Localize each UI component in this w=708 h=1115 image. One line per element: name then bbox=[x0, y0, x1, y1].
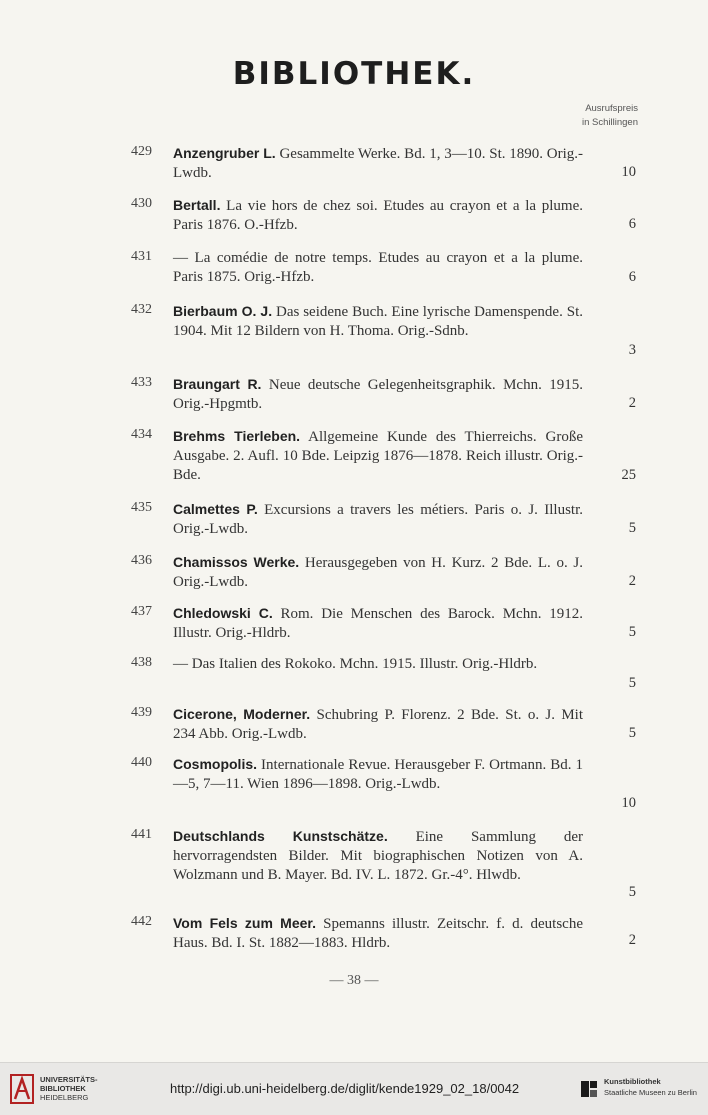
entry-price: 6 bbox=[628, 216, 636, 232]
university-line-3: HEIDELBERG bbox=[40, 1093, 89, 1102]
university-library-logo-icon[interactable] bbox=[10, 1071, 36, 1107]
page-title: BIBLIOTHEK. bbox=[232, 56, 476, 92]
entry-price: 2 bbox=[628, 395, 636, 411]
entry-number: 430 bbox=[131, 196, 152, 211]
entry-description: Das seidene Buch. Eine lyrische Damenspende. St. 1904. Mit 12 Bildern von H. Thoma. Orig.-Sdnb. bbox=[173, 304, 583, 339]
entry-description: Rom. Die Menschen des Barock. Mchn. 1912. Illustr. Orig.-Hldrb. bbox=[173, 606, 583, 641]
entry-number: 442 bbox=[131, 914, 152, 929]
entry-price: 3 bbox=[628, 342, 636, 358]
entry-price: 10 bbox=[621, 164, 636, 180]
entry-description: — La comédie de notre temps. Etudes au crayon et a la plume. Paris 1875. Orig.-Hfzb. bbox=[173, 250, 583, 285]
entry-number: 429 bbox=[131, 144, 152, 159]
price-header-line-1: Ausrufspreis bbox=[585, 103, 638, 114]
entry-number: 434 bbox=[131, 427, 152, 442]
entry-price: 25 bbox=[621, 467, 636, 483]
entry-price: 2 bbox=[628, 932, 636, 948]
entry-name: Anzengruber L. bbox=[173, 145, 276, 161]
page-number: — 38 — bbox=[329, 973, 379, 988]
entry-name: Chamissos Werke. bbox=[173, 554, 300, 570]
entry-number: 431 bbox=[131, 249, 152, 264]
entry-text bbox=[173, 914, 583, 953]
entry-name: Vom Fels zum Meer. bbox=[173, 915, 316, 931]
entry-price: 10 bbox=[621, 795, 636, 811]
entry-description: — Das Italien des Rokoko. Mchn. 1915. Illustr. Orig.-Hldrb. bbox=[173, 656, 538, 672]
price-column-header bbox=[582, 102, 638, 130]
entry-price: 5 bbox=[628, 675, 636, 691]
entry-description: Allgemeine Kunde des Thierreichs. Große Ausgabe. 2. Aufl. 10 Bde. Leipzig 1876—1878. Reich illustr. Orig.-Bde. bbox=[173, 429, 583, 483]
entry-text bbox=[173, 755, 583, 794]
entry-text bbox=[173, 302, 583, 341]
entry-description: Gesammelte Werke. Bd. 1, 3—10. St. 1890. Orig.-Lwdb. bbox=[173, 146, 583, 181]
entry-name: Bierbaum O. J. bbox=[173, 303, 273, 319]
entry-text bbox=[173, 655, 583, 674]
entry-price: 5 bbox=[628, 520, 636, 536]
entry-name: Braungart R. bbox=[173, 376, 262, 392]
entry-text bbox=[173, 604, 583, 643]
entry-number: 437 bbox=[131, 604, 152, 619]
entry-text bbox=[173, 196, 583, 235]
entry-number: 433 bbox=[131, 375, 152, 390]
entry-description: Herausgegeben von H. Kurz. 2 Bde. L. o. J. Orig.-Lwdb. bbox=[173, 555, 583, 590]
permalink-url[interactable]: http://digi.ub.uni-heidelberg.de/diglit/kende1929_02_18/0042 bbox=[170, 1081, 520, 1096]
entry-description: Excursions a travers les métiers. Paris o. J. Illustr. Orig.-Lwdb. bbox=[173, 502, 584, 537]
entry-name: Brehms Tierleben. bbox=[173, 428, 301, 444]
entry-price: 5 bbox=[628, 624, 636, 640]
kunstbibliothek-logo-icon[interactable] bbox=[580, 1079, 598, 1099]
entry-name: Chledowski C. bbox=[173, 605, 273, 621]
entry-number: 436 bbox=[131, 553, 152, 568]
university-library-name[interactable] bbox=[40, 1075, 98, 1102]
entry-text bbox=[173, 144, 583, 183]
entry-description: Eine Sammlung der hervorragendsten Bilder. Mit biographischen Notizen von A. Wolzmann und B. Mayer. Bd. IV. L. 1872. Gr.-4°. Hlwdb. bbox=[173, 829, 583, 883]
entry-text bbox=[173, 705, 583, 744]
entry-text bbox=[173, 375, 583, 414]
entry-description: Neue deutsche Gelegenheitsgraphik. Mchn. 1915. Orig.-Hpgmtb. bbox=[173, 377, 583, 412]
university-line-2: BIBLIOTHEK bbox=[40, 1084, 86, 1093]
entry-text bbox=[173, 500, 583, 539]
university-line-1: UNIVERSITÄTS- bbox=[40, 1075, 98, 1084]
entry-name: Cosmopolis. bbox=[173, 756, 258, 772]
entry-description: Spemanns illustr. Zeitschr. f. d. deutsche Haus. Bd. I. St. 1882—1883. Hldrb. bbox=[173, 916, 583, 951]
entry-name: Deutschlands Kunstschätze. bbox=[173, 828, 388, 844]
entry-number: 435 bbox=[131, 500, 152, 515]
entry-description: Schubring P. Florenz. 2 Bde. St. o. J. Mit 234 Abb. Orig.-Lwdb. bbox=[173, 707, 583, 742]
entry-price: 6 bbox=[628, 269, 636, 285]
entry-text bbox=[173, 553, 583, 592]
entry-number: 439 bbox=[131, 705, 152, 720]
entry-text bbox=[173, 827, 583, 885]
entry-text bbox=[173, 249, 583, 287]
viewer-footer bbox=[0, 1062, 708, 1115]
entry-number: 441 bbox=[131, 827, 152, 842]
kunstbibliothek-line-2: Staatliche Museen zu Berlin bbox=[604, 1088, 697, 1097]
entry-price: 2 bbox=[628, 573, 636, 589]
kunstbibliothek-name[interactable] bbox=[604, 1076, 697, 1098]
entry-description: La vie hors de chez soi. Etudes au crayon et a la plume. Paris 1876. O.-Hfzb. bbox=[173, 198, 583, 233]
kunstbibliothek-line-1: Kunstbibliothek bbox=[604, 1077, 661, 1086]
entry-text bbox=[173, 427, 583, 485]
entry-number: 440 bbox=[131, 755, 152, 770]
price-header-line-2: in Schillingen bbox=[582, 117, 638, 128]
entry-description: Internationale Revue. Herausgeber F. Ortmann. Bd. 1—5, 7—11. Wien 1896—1898. Orig.-Lwdb. bbox=[173, 757, 583, 792]
entry-name: Cicerone, Moderner. bbox=[173, 706, 311, 722]
entry-name: Bertall. bbox=[173, 197, 221, 213]
entry-number: 432 bbox=[131, 302, 152, 317]
entry-price: 5 bbox=[628, 884, 636, 900]
entry-number: 438 bbox=[131, 655, 152, 670]
entry-price: 5 bbox=[628, 725, 636, 741]
entry-name: Calmettes P. bbox=[173, 501, 258, 517]
